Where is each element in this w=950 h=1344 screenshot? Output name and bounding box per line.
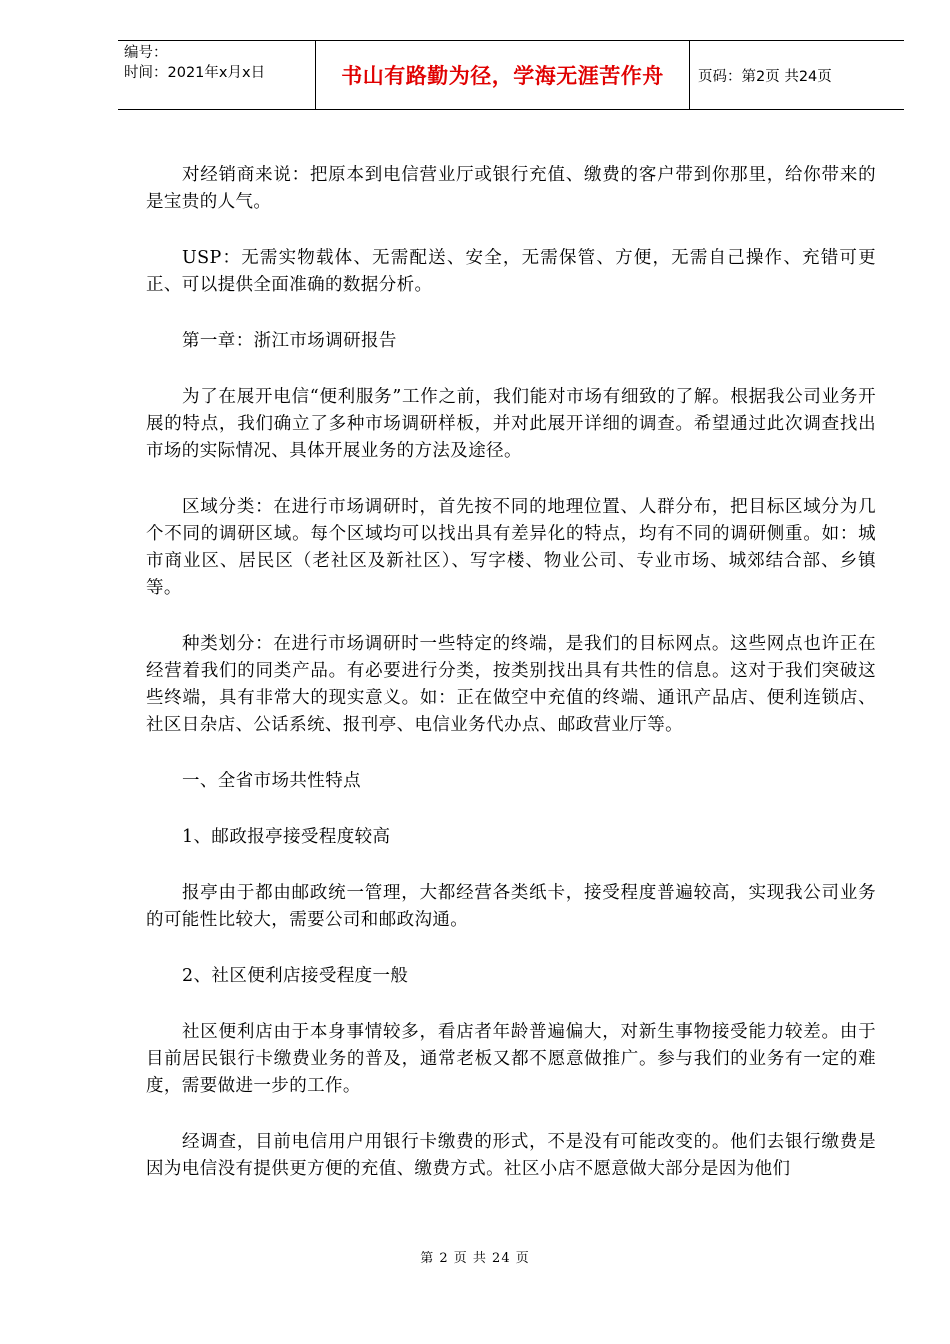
- document-number: 编号：: [124, 45, 168, 61]
- page-footer: 第 2 页 共 24 页: [420, 1251, 530, 1266]
- paragraph: 报亭由于都由邮政统一管理，大都经营各类纸卡，接受程度普遍较高，实现我公司业务的可能性比较大，需要公司和邮政沟通。: [146, 883, 876, 930]
- header-motto-cell: [316, 41, 690, 109]
- paragraph: 社区便利店由于本身事情较多，看店者年龄普遍偏大，对新生事物接受能力较差。由于目前居民银行卡缴费业务的普及，通常老板又都不愿意做推广。参与我们的业务有一定的难度，需要做进一步的工作。: [146, 1022, 876, 1096]
- chapter-heading: 第一章：浙江市场调研报告: [182, 331, 397, 351]
- subsection-heading: 2、社区便利店接受程度一般: [182, 966, 409, 986]
- header-motto: 书山有路勤为径，学海无涯苦作舟: [341, 64, 664, 88]
- header-page-cell: [690, 41, 904, 109]
- paragraph: 种类划分：在进行市场调研时一些特定的终端，是我们的目标网点。这些网点也许正在经营着我们的同类产品。有必要进行分类，按类别找出具有共性的信息。这对于我们突破这些终端，具有非常大的现实意义。如：正在做空中充值的终端、通讯产品店、便利连锁店、社区日杂店、公话系统、报刊亭、电信业务代办点、邮政营业厅等。: [146, 634, 876, 735]
- document-body: [146, 162, 876, 1212]
- section-heading: 一、全省市场共性特点: [182, 771, 361, 791]
- page-header: [118, 40, 904, 110]
- document-time: 时间：2021年x月x日: [124, 65, 266, 81]
- subsection-heading: 1、邮政报亭接受程度较高: [182, 827, 391, 847]
- header-page-number: 页码：第2页 共24页: [698, 68, 832, 85]
- paragraph: USP：无需实物载体、无需配送、安全，无需保管、方便，无需自己操作、充错可更正、可以提供全面准确的数据分析。: [146, 248, 876, 295]
- paragraph: 为了在展开电信“便利服务”工作之前，我们能对市场有细致的了解。根据我公司业务开展的特点，我们确立了多种市场调研样板，并对此展开详细的调查。希望通过此次调查找出市场的实际情况、具体开展业务的方法及途径。: [146, 387, 876, 461]
- paragraph: 经调查，目前电信用户用银行卡缴费的形式，不是没有可能改变的。他们去银行缴费是因为电信没有提供更方便的充值、缴费方式。社区小店不愿意做大部分是因为他们: [146, 1132, 876, 1179]
- header-meta: [118, 41, 316, 109]
- paragraph: 区域分类：在进行市场调研时，首先按不同的地理位置、人群分布，把目标区域分为几个不同的调研区域。每个区域均可以找出具有差异化的特点，均有不同的调研侧重。如：城市商业区、居民区（老社区及新社区）、写字楼、物业公司、专业市场、城郊结合部、乡镇等。: [146, 497, 876, 598]
- paragraph: 对经销商来说：把原本到电信营业厅或银行充值、缴费的客户带到你那里，给你带来的是宝贵的人气。: [146, 165, 876, 212]
